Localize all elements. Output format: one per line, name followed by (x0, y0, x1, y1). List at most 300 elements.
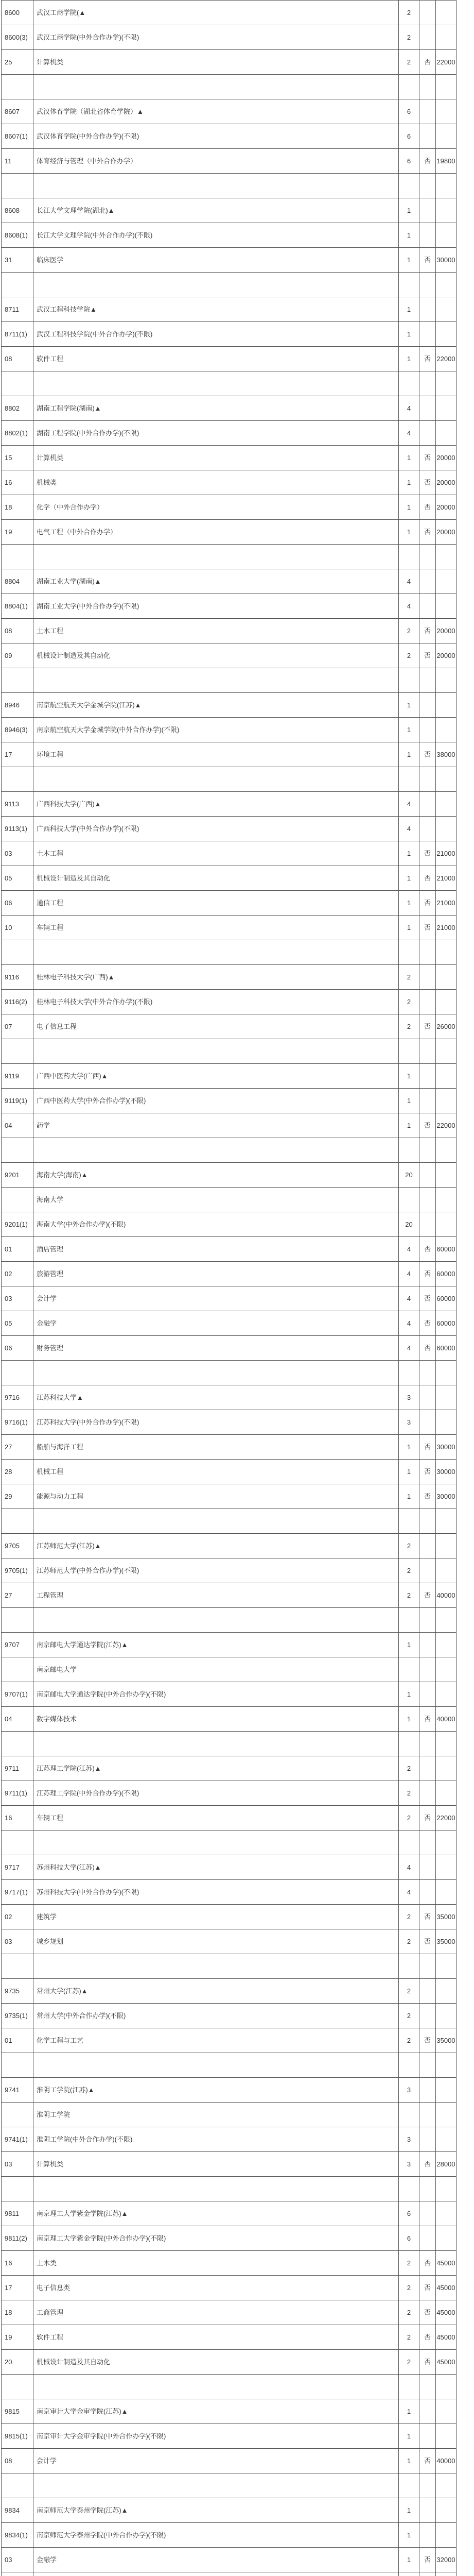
row-fee-cell (436, 718, 457, 742)
table-row (2, 1188, 457, 1212)
row-code-cell: 8607 (2, 99, 33, 124)
table-row (2, 792, 457, 817)
row-name-cell: 土木类 (33, 2251, 399, 2276)
row-plan-count-cell: 1 (399, 1460, 419, 1484)
row-name-cell: 武汉体育学院（湖北省体育学院）▲ (33, 99, 399, 124)
row-fee-cell (436, 1781, 457, 1806)
row-code-cell: 9119(1) (2, 1089, 33, 1113)
spacer-row (2, 174, 457, 198)
row-code-cell: 9741(1) (2, 2127, 33, 2152)
spacer-cell (33, 2473, 399, 2498)
row-code-cell: 19 (2, 2325, 33, 2350)
row-fee-cell (436, 1385, 457, 1410)
spacer-cell (399, 2177, 419, 2201)
row-flag-cell (419, 396, 436, 421)
row-code-cell: 8608 (2, 198, 33, 223)
spacer-cell (399, 1732, 419, 1756)
spacer-cell (399, 371, 419, 396)
table-row (2, 643, 457, 668)
spacer-row (2, 1608, 457, 1633)
row-fee-cell: 45000 (436, 2350, 457, 2375)
row-flag-cell: 否 (419, 2300, 436, 2325)
row-plan-count-cell: 4 (399, 817, 419, 841)
table-row (2, 1682, 457, 1707)
row-plan-count-cell: 2 (399, 1781, 419, 1806)
table-row (2, 1781, 457, 1806)
row-name-cell: 工商管理 (33, 2300, 399, 2325)
row-code-cell: 9815 (2, 2399, 33, 2424)
row-name-cell: 南京师范大学泰州学院(江苏)▲ (33, 2498, 399, 2523)
row-code-cell: 9113 (2, 792, 33, 817)
spacer-cell (399, 668, 419, 693)
row-name-cell: 建筑学 (33, 1905, 399, 1929)
row-code-cell: 9119 (2, 1064, 33, 1089)
row-flag-cell: 否 (419, 1905, 436, 1929)
row-name-cell: 车辆工程 (33, 916, 399, 940)
row-code-cell: 9717(1) (2, 1880, 33, 1905)
row-code-cell: 16 (2, 2251, 33, 2276)
row-plan-count-cell: 2 (399, 619, 419, 643)
row-name-cell: 江苏科技大学(中外合作办学)(不限) (33, 1410, 399, 1435)
spacer-cell (2, 2473, 33, 2498)
table-row (2, 1089, 457, 1113)
table-row (2, 2127, 457, 2152)
spacer-cell (419, 668, 436, 693)
row-plan-count-cell: 1 (399, 322, 419, 347)
row-plan-count-cell: 1 (399, 1113, 419, 1138)
row-name-cell: 苏州科技大学(江苏)▲ (33, 1855, 399, 1880)
row-flag-cell (419, 1064, 436, 1089)
row-fee-cell (436, 1756, 457, 1781)
table-row (2, 965, 457, 990)
row-code-cell (2, 1188, 33, 1212)
table-row (2, 2226, 457, 2251)
row-fee-cell: 22000 (436, 1806, 457, 1831)
table-row (2, 693, 457, 718)
row-flag-cell: 否 (419, 347, 436, 371)
row-name-cell: 湖南工业大学(中外合作办学)(不限) (33, 594, 399, 619)
row-fee-cell (436, 421, 457, 446)
row-fee-cell (436, 1212, 457, 1237)
table-row (2, 520, 457, 545)
row-code-cell: 27 (2, 1583, 33, 1608)
row-name-cell: 广西科技大学(广西)▲ (33, 792, 399, 817)
spacer-cell (2, 273, 33, 297)
row-name-cell: 江苏师范大学(中外合作办学)(不限) (33, 1558, 399, 1583)
spacer-cell (399, 1509, 419, 1534)
row-name-cell: 长江大学文理学院(湖北)▲ (33, 198, 399, 223)
row-name-cell: 海南大学(中外合作办学)(不限) (33, 1212, 399, 1237)
row-code-cell: 9716(1) (2, 1410, 33, 1435)
row-code-cell: 03 (2, 841, 33, 866)
row-flag-cell (419, 25, 436, 50)
row-fee-cell (436, 2523, 457, 2548)
spacer-row (2, 2375, 457, 2399)
row-plan-count-cell: 3 (399, 1410, 419, 1435)
row-code-cell: 9711 (2, 1756, 33, 1781)
row-plan-count-cell: 20 (399, 1163, 419, 1188)
row-name-cell: 金融学 (33, 2548, 399, 2572)
row-flag-cell: 否 (419, 1113, 436, 1138)
row-code-cell: 8608(1) (2, 223, 33, 248)
row-name-cell: 南京理工大学紫金学院(中外合作办学)(不限) (33, 2226, 399, 2251)
spacer-cell (2, 2177, 33, 2201)
row-code-cell: 04 (2, 1707, 33, 1732)
row-fee-cell (436, 1880, 457, 1905)
row-flag-cell (419, 1979, 436, 2004)
row-fee-cell (436, 1, 457, 25)
row-flag-cell: 否 (419, 891, 436, 916)
row-name-cell: 电子信息工程 (33, 1014, 399, 1039)
row-fee-cell: 21000 (436, 866, 457, 891)
row-flag-cell (419, 792, 436, 817)
row-name-cell: 湖南工程学院(中外合作办学)(不限) (33, 421, 399, 446)
row-flag-cell (419, 1633, 436, 1657)
spacer-cell (419, 2473, 436, 2498)
row-fee-cell: 22000 (436, 1113, 457, 1138)
row-name-cell: 机械设计制造及其自动化 (33, 2350, 399, 2375)
row-flag-cell (419, 693, 436, 718)
spacer-cell (2, 371, 33, 396)
row-code-cell: 9735 (2, 1979, 33, 2004)
row-plan-count-cell: 2 (399, 965, 419, 990)
spacer-cell (33, 174, 399, 198)
spacer-cell (33, 1509, 399, 1534)
row-code-cell: 27 (2, 1435, 33, 1460)
row-plan-count-cell: 1 (399, 742, 419, 767)
spacer-cell (436, 1732, 457, 1756)
row-fee-cell (436, 1979, 457, 2004)
row-code-cell (2, 1657, 33, 1682)
table-row (2, 1460, 457, 1484)
row-code-cell: 09 (2, 643, 33, 668)
row-code-cell: 9735(1) (2, 2004, 33, 2028)
row-plan-count-cell: 2 (399, 643, 419, 668)
row-flag-cell: 否 (419, 2028, 436, 2053)
spacer-cell (399, 273, 419, 297)
spacer-cell (2, 1732, 33, 1756)
row-code-cell: 8802 (2, 396, 33, 421)
row-code-cell: 02 (2, 1262, 33, 1286)
spacer-row (2, 371, 457, 396)
row-flag-cell: 否 (419, 2548, 436, 2572)
row-plan-count-cell: 1 (399, 2498, 419, 2523)
spacer-cell (419, 940, 436, 965)
spacer-cell (399, 1608, 419, 1633)
row-code-cell: 17 (2, 2276, 33, 2300)
spacer-cell (399, 1039, 419, 1064)
row-fee-cell: 20000 (436, 619, 457, 643)
row-plan-count-cell: 1 (399, 1064, 419, 1089)
row-fee-cell: 35000 (436, 1929, 457, 1954)
spacer-cell (2, 545, 33, 569)
row-code-cell: 8607(1) (2, 124, 33, 149)
row-flag-cell (419, 2424, 436, 2449)
spacer-cell (2, 1509, 33, 1534)
row-fee-cell (436, 25, 457, 50)
row-flag-cell (419, 2004, 436, 2028)
row-name-cell: 海南大学 (33, 1188, 399, 1212)
row-code-cell: 8804 (2, 569, 33, 594)
row-name-cell: 广西中医药大学(中外合作办学)(不限) (33, 1089, 399, 1113)
row-name-cell: 南京邮电大学通达学院(江苏)▲ (33, 1633, 399, 1657)
table-row (2, 1064, 457, 1089)
row-flag-cell: 否 (419, 1806, 436, 1831)
row-code-cell: 9815(1) (2, 2424, 33, 2449)
spacer-cell (2, 2572, 33, 2576)
row-name-cell: 船舶与海洋工程 (33, 1435, 399, 1460)
spacer-row (2, 2177, 457, 2201)
table-row (2, 1212, 457, 1237)
row-code-cell: 9116 (2, 965, 33, 990)
row-code-cell: 8946 (2, 693, 33, 718)
row-flag-cell: 否 (419, 1311, 436, 1336)
row-code-cell: 9201(1) (2, 1212, 33, 1237)
row-plan-count-cell: 6 (399, 149, 419, 174)
table-row (2, 2325, 457, 2350)
spacer-cell (399, 2375, 419, 2399)
row-plan-count-cell: 1 (399, 916, 419, 940)
row-code-cell: 9811(2) (2, 2226, 33, 2251)
row-fee-cell (436, 965, 457, 990)
table-row (2, 2028, 457, 2053)
row-flag-cell (419, 1, 436, 25)
row-fee-cell: 30000 (436, 1484, 457, 1509)
row-flag-cell: 否 (419, 470, 436, 495)
table-row (2, 198, 457, 223)
table-row (2, 1880, 457, 1905)
spacer-cell (436, 2572, 457, 2576)
spacer-cell (33, 767, 399, 792)
row-flag-cell (419, 1163, 436, 1188)
table-row (2, 1311, 457, 1336)
table-row (2, 1484, 457, 1509)
row-flag-cell (419, 2127, 436, 2152)
row-code-cell: 10 (2, 916, 33, 940)
row-flag-cell (419, 1089, 436, 1113)
spacer-cell (399, 1954, 419, 1979)
row-flag-cell (419, 1781, 436, 1806)
row-plan-count-cell: 4 (399, 569, 419, 594)
row-flag-cell (419, 990, 436, 1014)
row-flag-cell: 否 (419, 1014, 436, 1039)
table-row (2, 347, 457, 371)
spacer-cell (399, 1138, 419, 1163)
spacer-cell (2, 1138, 33, 1163)
row-fee-cell (436, 2103, 457, 2127)
row-flag-cell: 否 (419, 1484, 436, 1509)
row-code-cell: 9707(1) (2, 1682, 33, 1707)
row-code-cell: 06 (2, 1336, 33, 1361)
spacer-cell (436, 273, 457, 297)
row-plan-count-cell: 6 (399, 2226, 419, 2251)
spacer-cell (419, 2375, 436, 2399)
spacer-cell (419, 545, 436, 569)
row-plan-count-cell: 1 (399, 2449, 419, 2473)
row-flag-cell (419, 1855, 436, 1880)
row-name-cell: 南京邮电大学 (33, 1657, 399, 1682)
spacer-cell (419, 174, 436, 198)
row-flag-cell: 否 (419, 2152, 436, 2177)
spacer-cell (33, 2572, 399, 2576)
table-row (2, 817, 457, 841)
row-name-cell: 药学 (33, 1113, 399, 1138)
row-fee-cell: 60000 (436, 1311, 457, 1336)
spacer-cell (419, 1732, 436, 1756)
row-plan-count-cell: 2 (399, 1534, 419, 1558)
row-plan-count-cell: 1 (399, 718, 419, 742)
row-name-cell: 财务管理 (33, 1336, 399, 1361)
table-row (2, 124, 457, 149)
spacer-cell (436, 2375, 457, 2399)
row-plan-count-cell: 1 (399, 297, 419, 322)
spacer-row (2, 1831, 457, 1855)
row-name-cell: 南京航空航天大学金城学院(中外合作办学)(不限) (33, 718, 399, 742)
row-flag-cell: 否 (419, 248, 436, 273)
spacer-row (2, 1732, 457, 1756)
table-row (2, 322, 457, 347)
spacer-row (2, 1954, 457, 1979)
row-name-cell: 桂林电子科技大学(广西)▲ (33, 965, 399, 990)
row-name-cell: 临床医学 (33, 248, 399, 273)
row-name-cell: 苏州科技大学(中外合作办学)(不限) (33, 1880, 399, 1905)
row-fee-cell (436, 2498, 457, 2523)
row-code-cell: 17 (2, 742, 33, 767)
row-flag-cell (419, 2498, 436, 2523)
row-code-cell: 19 (2, 520, 33, 545)
table-row (2, 1534, 457, 1558)
row-code-cell: 16 (2, 470, 33, 495)
row-fee-cell: 21000 (436, 841, 457, 866)
row-plan-count-cell: 2 (399, 1806, 419, 1831)
row-flag-cell (419, 1534, 436, 1558)
row-code-cell: 20 (2, 2350, 33, 2375)
table-row (2, 1633, 457, 1657)
spacer-cell (33, 1361, 399, 1385)
row-plan-count-cell: 1 (399, 1633, 419, 1657)
row-code-cell: 8711 (2, 297, 33, 322)
row-name-cell: 软件工程 (33, 347, 399, 371)
row-flag-cell (419, 1558, 436, 1583)
row-fee-cell: 35000 (436, 1905, 457, 1929)
table-row (2, 866, 457, 891)
spacer-row (2, 1509, 457, 1534)
spacer-cell (436, 1361, 457, 1385)
row-name-cell: 机械类 (33, 470, 399, 495)
table-row (2, 2201, 457, 2226)
table-row (2, 149, 457, 174)
row-flag-cell: 否 (419, 2276, 436, 2300)
row-plan-count-cell: 1 (399, 841, 419, 866)
row-flag-cell: 否 (419, 841, 436, 866)
row-code-cell: 9717 (2, 1855, 33, 1880)
row-plan-count-cell: 1 (399, 1707, 419, 1732)
spacer-cell (33, 545, 399, 569)
row-name-cell: 土木工程 (33, 619, 399, 643)
row-name-cell: 江苏理工学院(江苏)▲ (33, 1756, 399, 1781)
row-plan-count-cell: 1 (399, 248, 419, 273)
table-row (2, 396, 457, 421)
spacer-cell (33, 1732, 399, 1756)
row-name-cell: 金融学 (33, 1311, 399, 1336)
row-code-cell: 08 (2, 347, 33, 371)
row-flag-cell: 否 (419, 2325, 436, 2350)
row-fee-cell (436, 223, 457, 248)
row-name-cell: 电气工程（中外合作办学） (33, 520, 399, 545)
row-fee-cell (436, 2424, 457, 2449)
row-plan-count-cell: 4 (399, 1286, 419, 1311)
spacer-row (2, 668, 457, 693)
table-row (2, 2103, 457, 2127)
row-name-cell: 常州大学(中外合作办学)(不限) (33, 2004, 399, 2028)
row-plan-count-cell (399, 1188, 419, 1212)
spacer-cell (419, 1608, 436, 1633)
spacer-cell (2, 1608, 33, 1633)
table-row (2, 1756, 457, 1781)
row-code-cell: 04 (2, 1113, 33, 1138)
row-name-cell: 机械工程 (33, 1460, 399, 1484)
table-row (2, 1806, 457, 1831)
row-plan-count-cell: 2 (399, 2325, 419, 2350)
row-flag-cell (419, 1385, 436, 1410)
spacer-cell (2, 940, 33, 965)
table-row (2, 495, 457, 520)
row-fee-cell: 28000 (436, 2152, 457, 2177)
row-flag-cell (419, 1880, 436, 1905)
row-fee-cell (436, 99, 457, 124)
row-flag-cell (419, 1410, 436, 1435)
row-code-cell: 07 (2, 1014, 33, 1039)
row-code-cell: 9811 (2, 2201, 33, 2226)
row-flag-cell: 否 (419, 916, 436, 940)
spacer-cell (436, 940, 457, 965)
table-row (2, 223, 457, 248)
spacer-cell (2, 1954, 33, 1979)
row-name-cell: 车辆工程 (33, 1806, 399, 1831)
spacer-cell (419, 2177, 436, 2201)
row-flag-cell: 否 (419, 1583, 436, 1608)
row-plan-count-cell: 1 (399, 1435, 419, 1460)
row-flag-cell (419, 1212, 436, 1237)
spacer-cell (2, 1039, 33, 1064)
row-code-cell: 18 (2, 495, 33, 520)
spacer-cell (33, 1039, 399, 1064)
row-plan-count-cell: 1 (399, 495, 419, 520)
row-plan-count-cell: 4 (399, 396, 419, 421)
row-flag-cell (419, 2078, 436, 2103)
row-flag-cell (419, 421, 436, 446)
row-plan-count-cell: 1 (399, 223, 419, 248)
row-plan-count-cell: 4 (399, 1336, 419, 1361)
table-row (2, 1855, 457, 1880)
spacer-cell (419, 2572, 436, 2576)
row-plan-count-cell: 1 (399, 2424, 419, 2449)
row-flag-cell (419, 1682, 436, 1707)
row-name-cell: 武汉工商学院(▲ (33, 1, 399, 25)
row-code-cell: 9834 (2, 2498, 33, 2523)
row-name-cell: 会计学 (33, 2449, 399, 2473)
row-name-cell: 武汉工程科技学院(中外合作办学)(不限) (33, 322, 399, 347)
spacer-cell (399, 2053, 419, 2078)
table-row (2, 2424, 457, 2449)
spacer-cell (33, 75, 399, 99)
row-plan-count-cell: 1 (399, 347, 419, 371)
spacer-row (2, 940, 457, 965)
spacer-cell (436, 545, 457, 569)
table-row (2, 248, 457, 273)
row-fee-cell: 45000 (436, 2251, 457, 2276)
spacer-cell (33, 940, 399, 965)
